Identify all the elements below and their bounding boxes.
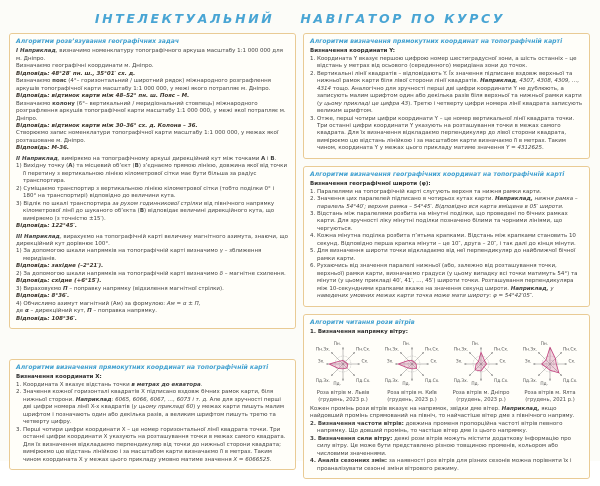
paragraph [310, 406, 583, 421]
wind-rose-row [310, 338, 583, 404]
paragraph [16, 186, 289, 201]
rose-direction-label: Сх. [499, 359, 507, 365]
text-run: ІІ Наприклад [16, 155, 58, 162]
text-run: П [87, 308, 92, 315]
axis-arrowhead [395, 363, 397, 365]
paragraph [310, 458, 583, 473]
rose-caption [379, 390, 445, 404]
rose-direction-label: Пн.Сх. [494, 347, 509, 353]
rose-direction-label: Пн.Зх. [522, 347, 537, 353]
box-title: Алгоритми розв’язування географічних задач [16, 38, 180, 45]
rose-direction-label: Пн.Зх. [384, 347, 399, 353]
text-run: 2. Значення кожної горизонталі квадратів X підписано вздовж бічних рамок карти, біля нижньої сторони. [16, 389, 274, 403]
page-title-left: ІНТЕЛЕКТУАЛЬНИЙ [94, 11, 275, 26]
text-run: – дирекційний кут, [28, 308, 88, 315]
text-run: за рухом годинникової стрілки [112, 200, 203, 207]
axis-arrowhead [427, 363, 429, 365]
paragraph [310, 248, 583, 263]
text-run: і [265, 155, 271, 162]
text-run: , визначимо номенклатуру топографічного аркуша масштабу 1:1 000 000 для м. Дніпро. [16, 48, 283, 62]
rose-period: (грудень, 2023 р.) [456, 397, 506, 404]
text-run: 2. Значення цих паралелей підписано в чотирьох кутах карти. [310, 196, 495, 203]
rose-direction-label: Пд. [471, 382, 479, 388]
paragraph [310, 116, 583, 153]
text-run: γ [219, 248, 223, 255]
paragraph [16, 201, 289, 223]
rose-direction-label: Пн.Зх. [453, 347, 468, 353]
rose-direction-label: Сх. [430, 359, 438, 365]
text-run: X = 6066525 [233, 456, 270, 463]
text-run: 3. Відстань між паралелями розбита на мінутні поділки, що проведені по бічних рамках карти. Для зручності ліку мінутні поділки позначено білими та чорними лініями, що чергуються. [310, 211, 568, 232]
text-run: Наприклад, [501, 405, 540, 412]
paragraph [16, 382, 289, 389]
text-run: у цьому прикладі 60 [133, 404, 194, 411]
box-content [16, 48, 289, 323]
text-run: (6°– вертикальний / меридіональний стовпець) міжнародного розграфлення аркушів топографічної карти масштабу 1:1 000 000, у межі якої потрапляє м. Дніпро. [16, 100, 286, 122]
wind-rose [310, 338, 376, 404]
text-run: 3. Перші чотири цифри координати X – це номер горизонтальної лінії квадрата точки. Три останні цифри координати X указують на розташування точки в межах самого квадрата. Для їх визначення відкладаємо перпендикуляр від точки до нижньої сторони квадрата; вимірюємо цю відстань лінійкою і за масштабом карти визначаємо її в метрах. Таким чином координата X у межах цього прикладу умовно матиме значення [16, 426, 286, 463]
box-content [310, 48, 583, 153]
box-title: Алгоритми визначення прямокутних координат на топографічній карті [310, 38, 563, 45]
paragraph [310, 421, 583, 436]
text-run: від північного напрямку кілометрової лінії до шуканого об’єкта ( [23, 200, 275, 215]
subheading [310, 329, 583, 336]
text-run: ІІІ Наприклад [16, 233, 60, 240]
rose-direction-label: Сх. [361, 359, 369, 365]
text-run: В [134, 163, 139, 170]
text-run: 3) Відлік по шкалі транспортира [16, 200, 113, 207]
text-run: . [274, 155, 277, 162]
rose-direction-label: Пн. [471, 342, 479, 348]
paragraph [310, 233, 583, 248]
paragraph [310, 189, 583, 196]
paragraph [16, 163, 289, 185]
text-run: – зближення меридіанів. [23, 248, 262, 262]
rose-direction-label: Сх. [568, 359, 576, 365]
text-run: за наявності роз вітрів для різних сезонів можна порівняти їх і проаналізувати сезонні зміни вітрового режиму. [317, 458, 572, 472]
text-run: Визначаємо [16, 100, 53, 107]
answer-line [16, 223, 289, 230]
text-run: 3. Отже, перші чотири цифри координати Y – це номер вертикальної лінії квадрата точки. Три останні цифри координати Y указують на розташування точки в межах самого квадрата. Для їх визначення відкладаємо перпендикуляр до лівої сторони квадрата, вимірюємо цю відстань лінійкою і за масштабом карти визначаємо її в метрах. Таким чином, координата Y у межах цього прикладу матиме значення [310, 115, 575, 152]
rose-period: (грудень, 2023 р.) [318, 397, 368, 404]
rose-city: Роза вітрів м. Київ [387, 390, 437, 397]
axis-arrowhead [342, 347, 344, 349]
text-run: Відповідь: 8°36′. [16, 293, 70, 300]
text-run: 4. Аналіз сезонних змін: [310, 458, 388, 465]
text-run: 3) Вираховуємо [16, 285, 63, 292]
subheading [310, 181, 583, 188]
right-column [303, 33, 590, 486]
text-run: : [111, 396, 116, 403]
text-run: 4. Кожна мінутна поділка розбита п’ятьма крапками. Відстань між крапками становить 10 секунд. Відповідно перша крапка мінути – це 10″, друга – 20″, і так далі до кінця мінути. [310, 233, 576, 247]
text-run: 1) Вихідну точку ( [16, 163, 69, 170]
page-title-right: НАВІГАТОР ПО КУРСУ [300, 11, 506, 26]
text-run: Визначаємо географічні координати м. Дніпро. [16, 63, 154, 70]
wind-rose [517, 338, 583, 404]
rose-city: Роза вітрів м. Львів [316, 390, 370, 397]
text-run: довжина променя пропорційна частоті вітрів певного напрямку. Що довший промінь, то частіше вітер дме із цього напрямку. [317, 420, 563, 435]
rose-direction-label: Пн. [402, 342, 410, 348]
text-run: пояс [52, 78, 67, 85]
axis-arrowhead [496, 363, 498, 365]
text-run: (4°– горизонтальний / широтний рядок) міжнародного розграфлення аркушів топографічної карти масштабу 1:1 000 000, у межі якого потрапляє м. Дніпро. [16, 78, 271, 92]
rose-city: Роза вітрів м. Дніпро [452, 390, 510, 397]
paragraph [16, 130, 289, 145]
box-geo-coordinates [303, 166, 590, 307]
text-run: – поправка напрямку. [91, 308, 157, 315]
text-run: В [139, 208, 145, 215]
text-run: Відповідь: східне (+6°15′). [16, 278, 102, 285]
text-run: Визначення координати Y: [310, 48, 396, 55]
paragraph [16, 248, 289, 263]
text-run: деякі рози вітрів можуть містити додаткову інформацію про силу вітру. Це може бути представлено різною товщиною променів, кольором або числовими значеннями. [317, 435, 571, 457]
text-run: 6065, 6066, 6067, …, 6073 і т. д. [115, 396, 208, 403]
left-column [9, 33, 296, 486]
text-run: Відповідь: 122°45′. [16, 223, 77, 230]
text-run: де [16, 308, 25, 315]
text-run: 1. Координата X вказує відстань точки [16, 381, 132, 388]
rose-caption [448, 390, 514, 404]
text-run: α [24, 308, 29, 315]
subheading [310, 48, 583, 55]
paragraph [310, 436, 583, 458]
text-run: 2. Вертикальні лінії квадратів – відповідають Y. Їх значення підписане вздовж верхньої та нижньої рамок карти біля лівої сторони лінії квадратів. [310, 70, 573, 85]
text-run: Створюємо запис номенклатури топографічної карти масштабу 1:1 000 000, у межах якої розташоване м. Дніпро. [16, 130, 279, 144]
text-run: Відповідь: західне (–2°21′). [16, 263, 104, 270]
axis-arrowhead [480, 379, 482, 381]
text-run: Відповідь: відтинок карти між 30–36° сх. д. Колона – 36. [16, 122, 198, 129]
answer-line [16, 278, 289, 285]
box-content [310, 181, 583, 301]
text-run: . [200, 381, 203, 388]
axis-arrowhead [533, 363, 535, 365]
text-run: Наприклад, [494, 196, 533, 203]
paragraph [16, 101, 289, 123]
text-run: 4307, 4308, 4309, …, 4314 [317, 78, 580, 92]
paragraph [16, 286, 289, 293]
text-run: 3. Визначення сили вітру: [310, 435, 393, 442]
answer-line [16, 145, 289, 152]
paragraph [16, 78, 289, 93]
answer-line [16, 293, 289, 300]
axis-arrowhead [464, 363, 466, 365]
subheading [16, 374, 289, 381]
text-run: Ам = α ± П, [166, 300, 201, 307]
text-run: Але для зручності перші дві цифри номера лінії X-х квадратів ( [23, 396, 281, 411]
answer-line [16, 316, 289, 323]
wind-rose-chart [311, 338, 375, 390]
paragraph [310, 71, 583, 116]
box-title: Алгоритм читання рози вітрів [310, 318, 415, 326]
paragraph [310, 211, 583, 233]
wind-rose-chart [380, 338, 444, 390]
rose-direction-label: Пн.Сх. [563, 347, 578, 353]
wind-rose-chart [449, 338, 513, 390]
paragraph [16, 308, 289, 315]
box-coordinate-x [9, 359, 296, 470]
rose-direction-label: Пн.Сх. [356, 347, 371, 353]
text-run: ) та місцевий об’єкт ( [72, 163, 135, 170]
text-run: Відповідь: 108°36′. [16, 315, 77, 322]
box-title: Алгоритми визначення прямокутних координат на топографічній карті [16, 364, 269, 372]
rose-frequency-polygon [398, 361, 417, 369]
two-column-layout [0, 33, 600, 486]
text-run: , виміряємо на топографічному аркуші дирекційний кут між точками [57, 155, 262, 162]
axis-arrowhead [549, 379, 551, 381]
text-run: колону [52, 100, 75, 107]
text-run: у цьому прикладі це цифра 43 [319, 100, 409, 107]
wind-rose [379, 338, 445, 404]
text-run: А [68, 163, 73, 170]
text-run: 5. Для визначення широти точки відкладаємо від неї перпендикуляр до найближчої бічної рамки карти. [310, 248, 576, 262]
rose-direction-label: Пд. [540, 382, 548, 388]
rose-period: (грудень, 2023 р.) [387, 397, 437, 404]
paragraph [310, 56, 583, 71]
rose-direction-label: Зх. [524, 359, 532, 365]
rose-direction-label: Пд.Сх. [563, 379, 578, 385]
box-content [16, 374, 289, 464]
text-run: ) у межах карти пишуть малим шрифтом і позначають один або декілька разів, а великим шрифтом пишуть третю та четверту цифру. [23, 404, 284, 426]
axis-arrowhead [480, 347, 482, 349]
text-run: , вирахуємо на топографічній карті величину магнітного азимута, знаючи, що дирекційний кут дорівнює 100°. [16, 233, 288, 247]
wind-rose [448, 338, 514, 404]
text-run: П [63, 285, 68, 292]
text-run: І Наприклад [16, 48, 56, 55]
box-content [310, 329, 583, 473]
answer-line [16, 263, 289, 270]
rose-caption [517, 390, 583, 404]
text-run: Відповідь: відтинок карти між 48–52° пн. ш. Пояс – М. [16, 93, 190, 100]
text-run: . [541, 145, 544, 152]
rose-direction-label: Пд.Зх. [453, 379, 468, 385]
rose-direction-label: Пд.Зх. [384, 379, 399, 385]
paragraph [16, 271, 289, 278]
box-geo-tasks [9, 33, 296, 329]
paragraph [310, 263, 583, 300]
rose-direction-label: Пд.Сх. [425, 379, 440, 385]
text-run: тощо. Аналогічно для зручності перші дві цифри координати Y не дублюють, а записують малим шрифтом один або декілька разів біля верхньої та нижньої рамки карти ( [317, 85, 582, 107]
rose-direction-label: Пд.Зх. [315, 379, 330, 385]
text-run: нижня рамка – паралель 54°40′; верхня рамка – 54°45′. Відповідно вся карта вміщена в 05′ широти. [317, 196, 578, 210]
rose-frequency-polygon [329, 361, 348, 369]
rose-caption [310, 390, 376, 404]
rose-city: Роза вітрів м. Ялта [524, 390, 576, 397]
text-run: Визначення координати X: [16, 374, 102, 381]
text-run: Визначаємо [16, 78, 53, 85]
paragraph [16, 234, 289, 249]
text-run: 1. Паралелями на топографічній карті слугують верхня та нижня рамки карти. [310, 188, 542, 195]
text-run: Наприклад [75, 396, 112, 403]
box-wind-rose [303, 314, 590, 479]
text-run: Визначення географічної широти (φ): [310, 181, 431, 188]
page-header [0, 0, 600, 26]
text-run: Кожен промінь рози вітрів вказує на напрямок, звідки дме вітер. [310, 405, 502, 412]
box-title: Алгоритми визначення географічних координат на топографічній карті [310, 170, 565, 178]
text-run: в метрах до екватора [131, 381, 201, 388]
axis-arrowhead [411, 347, 413, 349]
text-run: якщо найдовший промінь спрямований на північ, то найчастіше вітер дме з північного напряму. [310, 405, 575, 420]
rose-frequency-polygon [542, 348, 559, 374]
text-run: ) відповідає величині дирекційного кута, що виміряємо (з точністю ±15′). [23, 208, 275, 222]
axis-arrowhead [565, 363, 567, 365]
paragraph [16, 427, 289, 464]
text-run: , [515, 78, 520, 85]
text-run: – магнітне схилення. [222, 270, 286, 277]
rose-direction-label: Зх. [386, 359, 394, 365]
axis-arrowhead [342, 379, 344, 381]
text-run: – поправку напрямку (відхилення магнітної стрілки). [67, 285, 224, 292]
text-run: В [270, 155, 275, 162]
text-run: 2) Суміщаємо транспортир з вертикальною лінією кілометрової сітки (тобто поділки 0° і 180° на транспортирі) відповідно до величини кута. [16, 185, 275, 200]
text-run: 2. Визначення частоти вітрів: [310, 420, 404, 427]
text-run: 4) Обчислимо азимут магнітний (Ам) за формулою: [16, 300, 167, 307]
text-run: 6. Рухаючись від значення паралелі нижньої (або, залежно від розташування точки, верхньої) рамки карти, визначаємо градуси (у цьому випадку всі точки матимуть 54°) та мінути (у цьому прикладі 40′, 41′, …, 45′) широти точки. Розташування перпендикуляра між 10-секундними крапками вкаже на значення секунд широти. [310, 263, 578, 292]
text-run: Y = 4312625 [506, 145, 542, 152]
text-run: 2) За допомогою шкали напрямків на топографічній карті визначимо [16, 270, 220, 277]
text-run: Відповідь: 48°28′ пн. ш., 35°01′ сх. д. [16, 70, 136, 77]
paragraph [310, 196, 583, 211]
text-run: 1) За допомогою шкали напрямків на топографічній карті визначимо [16, 248, 220, 255]
axis-arrowhead [358, 363, 360, 365]
text-run: . [269, 456, 272, 463]
paragraph [16, 389, 289, 426]
text-run: у наведених умовних межах карти точка може мати широту: φ = 54°42′05″. [317, 285, 554, 300]
text-run: 1. Координата Y вказує першою цифрою номер шестиградусної зони, а шість останніх – це відстань у метрах від осьового (серединного) меридіана зони до точок. [310, 55, 577, 70]
text-run: ) з’єднаємо прямою лінією, довжина якої від точки її перетину з вертикальною лінією кілометрової сітки має бути більша за радіус транспортира. [23, 163, 288, 185]
rose-direction-label: Пн. [333, 342, 341, 348]
text-run: А [261, 155, 266, 162]
text-run: 1. Визначення напрямку вітру: [310, 328, 408, 335]
rose-direction-label: Пн.Сх. [425, 347, 440, 353]
rose-direction-label: Пд. [333, 382, 341, 388]
rose-direction-label: Пн.Зх. [315, 347, 330, 353]
paragraph [16, 48, 289, 63]
axis-arrowhead [326, 363, 328, 365]
rose-direction-label: Зх. [455, 359, 463, 365]
rose-period: (грудень, 2021 р.) [525, 397, 575, 404]
axis-arrowhead [411, 379, 413, 381]
text-run: Наприклад, [510, 285, 549, 292]
text-run: δ [219, 270, 223, 277]
wind-rose-chart [518, 338, 582, 390]
text-run: Наприклад [480, 78, 516, 85]
rose-direction-label: Пд. [402, 382, 410, 388]
text-run: ). Третю і четверту цифри номера лінії квадрата записують великим шрифтом. [317, 100, 583, 115]
text-run: Відповідь: М-36. [16, 145, 69, 152]
rose-direction-label: Зх. [317, 359, 325, 365]
answer-line [16, 123, 289, 130]
rose-direction-label: Пд.Сх. [356, 379, 371, 385]
paragraph [16, 63, 289, 70]
box-coordinate-y [303, 33, 590, 159]
rose-direction-label: Пд.Сх. [494, 379, 509, 385]
rose-direction-label: Пд.Зх. [522, 379, 537, 385]
answer-line [16, 93, 289, 100]
rose-direction-label: Пн. [540, 342, 548, 348]
